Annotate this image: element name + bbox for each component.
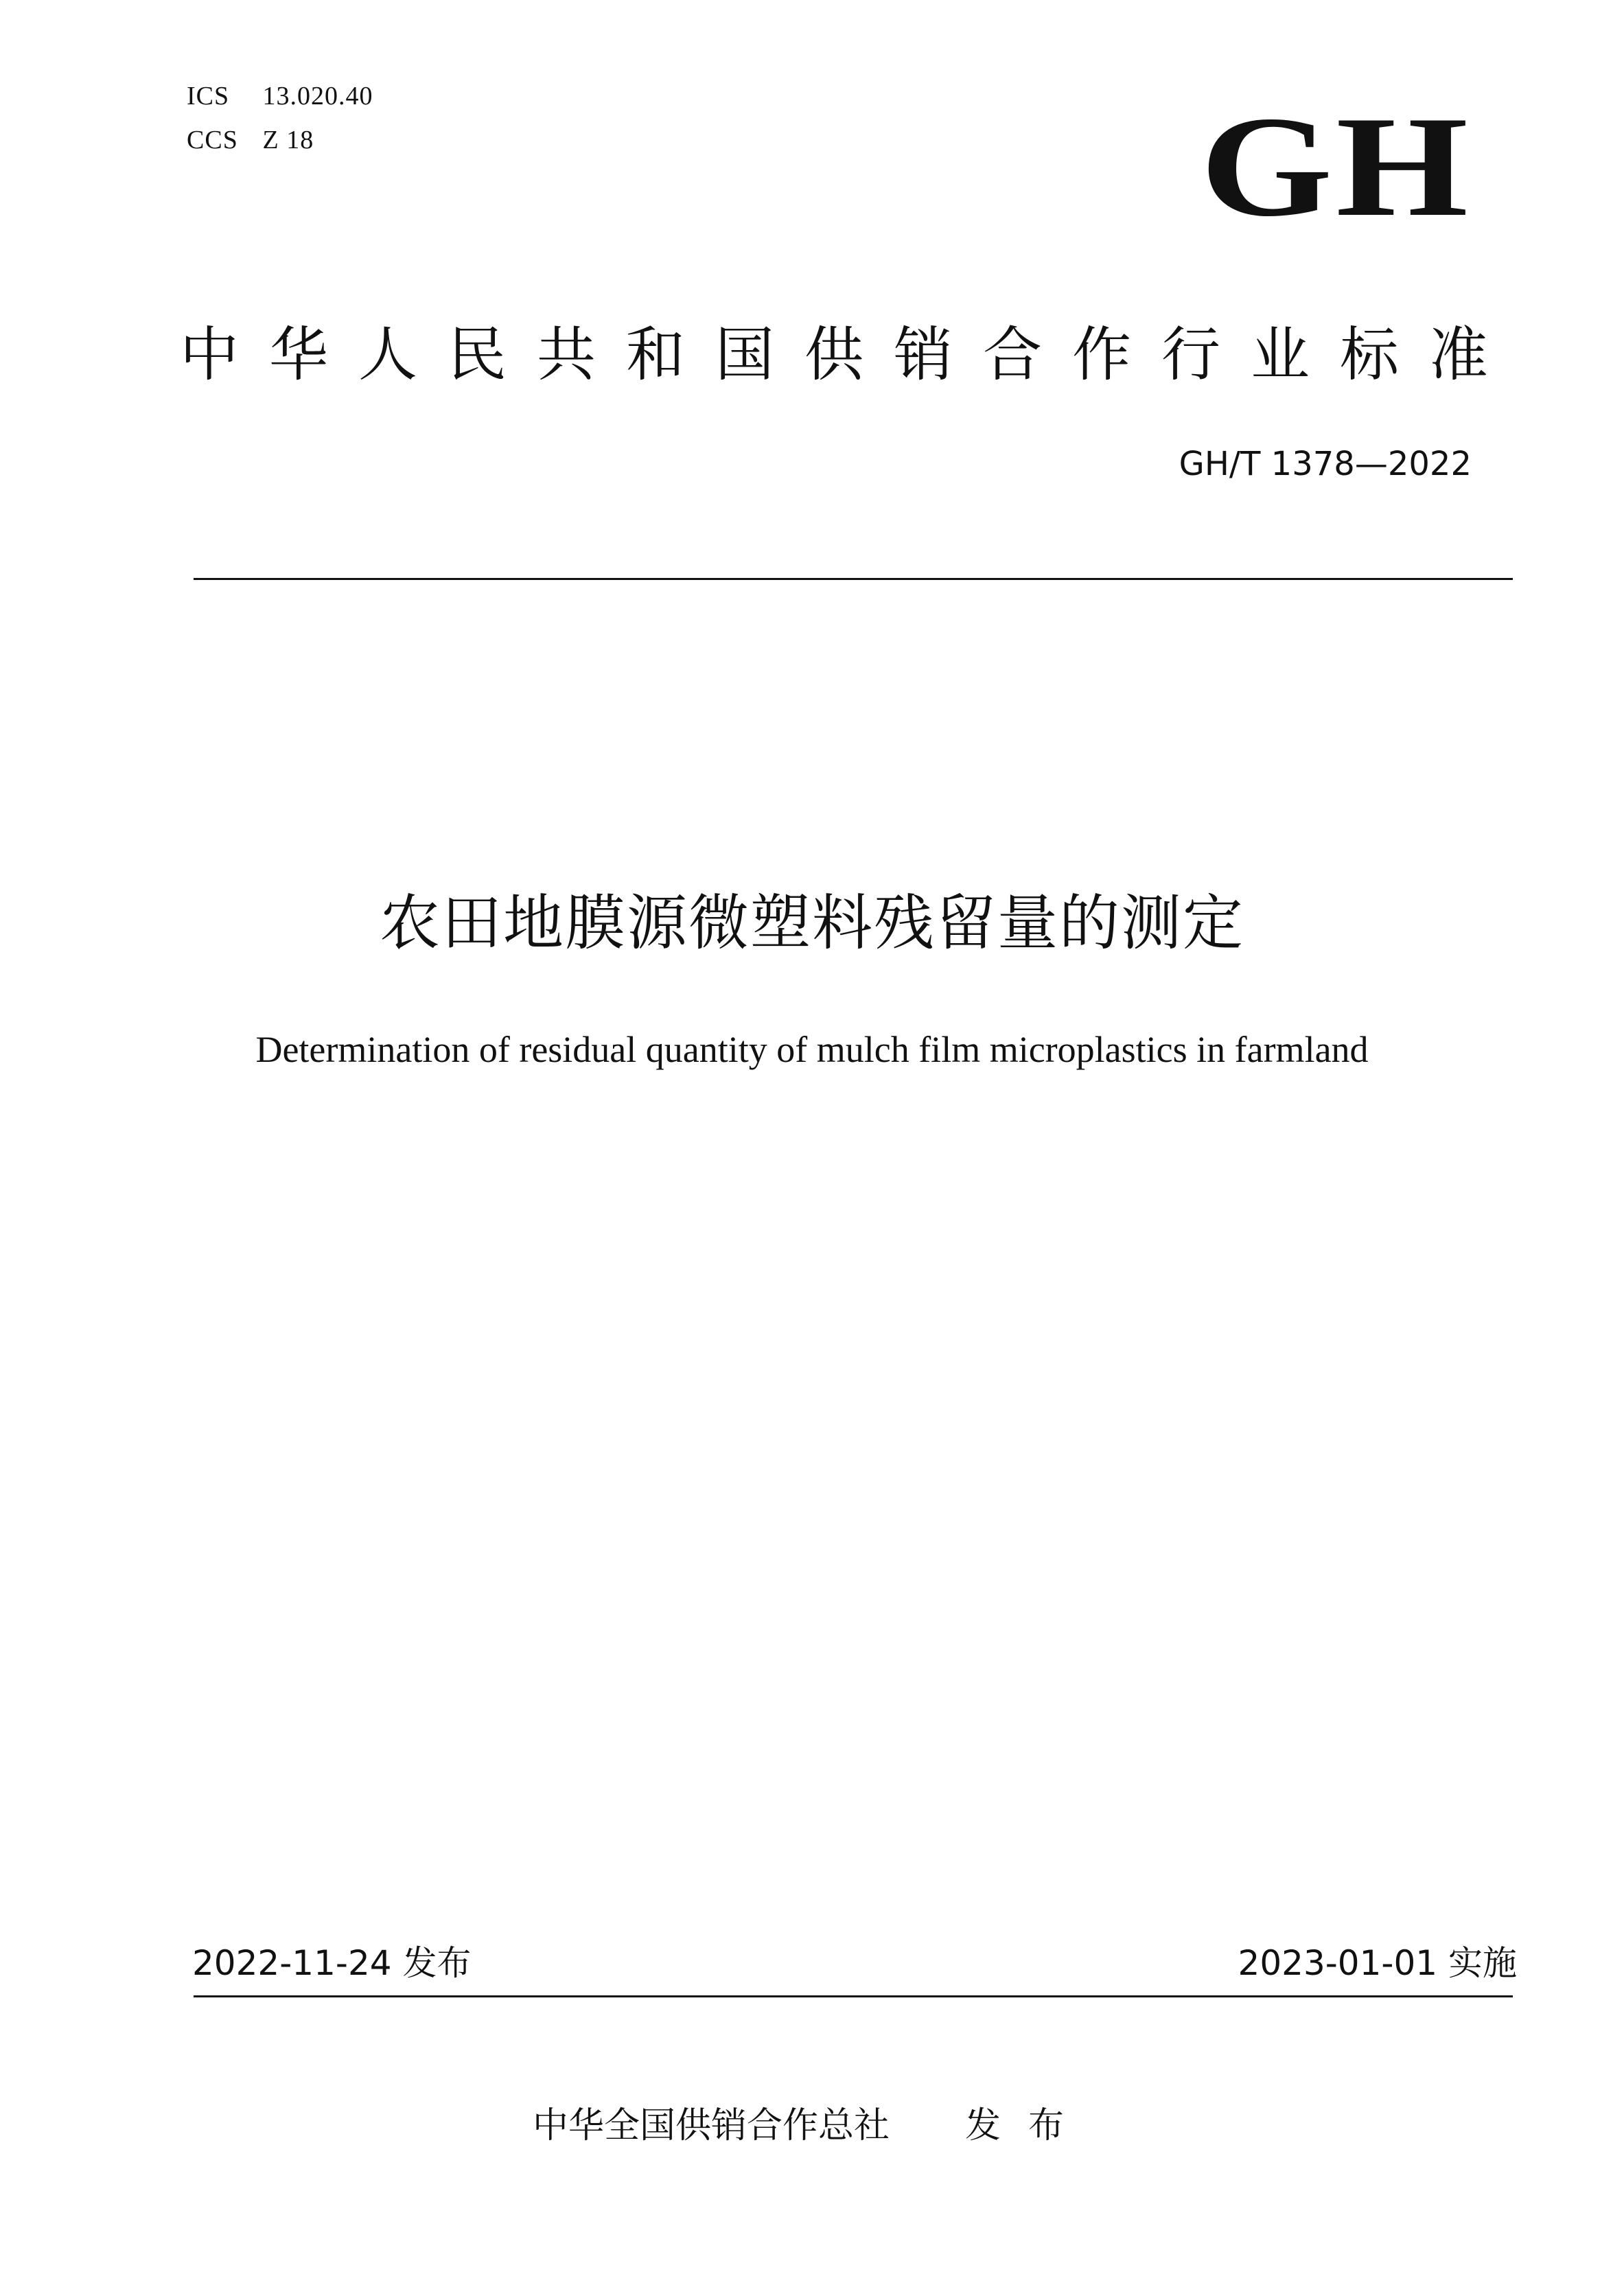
- ics-code: 13.020.40: [262, 82, 373, 111]
- issue-date: 2022-11-24 发布: [192, 1943, 472, 1983]
- ccs-row: [187, 118, 373, 162]
- ics-label: ICS: [187, 82, 230, 111]
- footer-divider: [194, 1995, 1513, 1997]
- classification-codes: [187, 74, 373, 162]
- issuing-authority-title: 中华人民共和国供销合作行业标准: [180, 321, 1518, 389]
- publisher-name: 中华全国供销合作总社: [532, 2105, 890, 2146]
- header-divider: [194, 578, 1513, 580]
- effective-date: 2023-01-01 实施: [1238, 1943, 1517, 1983]
- ics-row: [187, 74, 373, 118]
- standard-number: GH/T 1378—2022: [1179, 445, 1472, 483]
- publish-verb: 发布: [965, 2105, 1092, 2146]
- document-title-cn: 农田地膜源微塑料残留量的测定: [379, 888, 1244, 958]
- gh-logo: GH: [1200, 87, 1472, 246]
- document-title-en: Determination of residual quantity of mulch film microplastics in farmland: [255, 1029, 1369, 1070]
- ccs-code: Z 18: [262, 126, 314, 154]
- ccs-label: CCS: [187, 126, 238, 154]
- publisher-line: [0, 2102, 1624, 2150]
